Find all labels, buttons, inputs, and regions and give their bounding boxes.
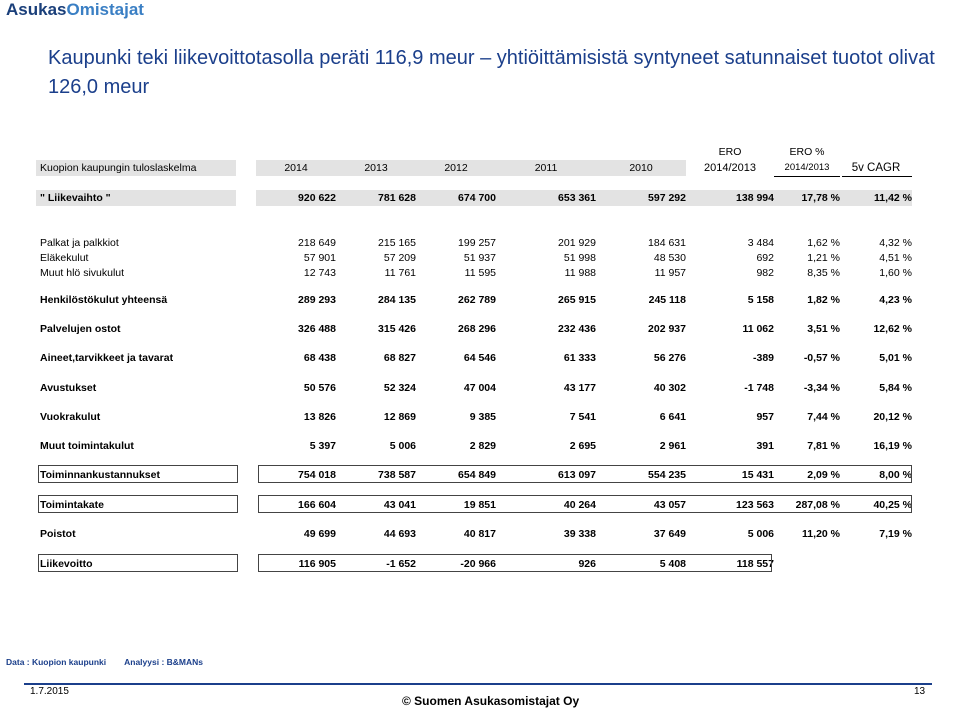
row-value: 11 062 <box>742 323 774 335</box>
row-value: 284 135 <box>378 294 416 306</box>
row-value: 7,44 % <box>807 411 840 423</box>
row-value: -1 748 <box>744 382 774 394</box>
row-value: 11 988 <box>564 267 596 279</box>
row-value: 40 817 <box>463 528 496 540</box>
brand-logo <box>6 0 144 20</box>
header-ero-pct-underline <box>774 176 840 177</box>
row-value: 39 338 <box>563 528 596 540</box>
row-value: -389 <box>752 352 774 364</box>
row-value: 43 041 <box>383 499 416 511</box>
row-value: 202 937 <box>648 323 686 335</box>
row-value: 653 361 <box>558 192 596 204</box>
row-value: 268 296 <box>458 323 496 335</box>
header-cagr-underline <box>842 176 912 177</box>
row-value: 184 631 <box>648 237 686 249</box>
row-value: 16,19 % <box>873 440 912 452</box>
row-label: Palkat ja palkkiot <box>40 237 119 249</box>
row-value: 5 006 <box>747 528 774 540</box>
row-value: 50 576 <box>303 382 336 394</box>
table-row-salaries <box>36 235 916 251</box>
table-row-materials-supplies <box>36 350 916 366</box>
row-value: 5 408 <box>659 558 686 570</box>
frame-margin-values <box>258 495 912 513</box>
row-value: 3 484 <box>747 237 774 249</box>
row-value: 8,35 % <box>807 267 840 279</box>
row-value: 123 563 <box>736 499 774 511</box>
row-value: 12,62 % <box>873 323 912 335</box>
row-value: 13 826 <box>303 411 336 423</box>
row-value: 738 587 <box>378 469 416 481</box>
row-value: 781 628 <box>378 192 416 204</box>
row-value: 674 700 <box>458 192 496 204</box>
row-value: 9 385 <box>469 411 496 423</box>
row-value: 68 438 <box>303 352 336 364</box>
row-value: 43 177 <box>563 382 596 394</box>
row-value: 138 994 <box>736 192 774 204</box>
row-label: Toimintakate <box>40 499 104 511</box>
header-year-2014: 2014 <box>284 162 308 174</box>
page-number: 13 <box>914 686 926 697</box>
row-value: 2,09 % <box>807 469 840 481</box>
row-value: 166 604 <box>298 499 336 511</box>
row-value: 51 937 <box>463 252 496 264</box>
row-value: 5 158 <box>747 294 774 306</box>
row-value: 597 292 <box>648 192 686 204</box>
row-value: 287,08 % <box>795 499 840 511</box>
footer-copyright: © Suomen Asukasomistajat Oy <box>402 694 580 708</box>
header-year-2010: 2010 <box>629 162 653 174</box>
row-value: 2 695 <box>569 440 596 452</box>
row-value: 2 829 <box>469 440 496 452</box>
row-value: 7,81 % <box>807 440 840 452</box>
row-value: 8,00 % <box>879 469 912 481</box>
row-value: -0,57 % <box>803 352 840 364</box>
row-value: 982 <box>756 267 774 279</box>
row-value: 262 789 <box>458 294 496 306</box>
table-row-rent-expenses <box>36 409 916 425</box>
row-value: 11 595 <box>464 267 496 279</box>
row-value: 232 436 <box>558 323 596 335</box>
header-year-2012: 2012 <box>444 162 468 174</box>
header-label: Kuopion kaupungin tuloslaskelma <box>40 162 197 174</box>
row-value: 218 649 <box>298 237 336 249</box>
row-value: 1,62 % <box>807 237 840 249</box>
table-row-other-operating-expenses <box>36 438 916 454</box>
row-value: 61 333 <box>563 352 596 364</box>
footer-source <box>6 657 221 667</box>
row-label: Muut toimintakulut <box>40 440 134 452</box>
row-value: 920 622 <box>298 192 336 204</box>
row-value: 692 <box>756 252 774 264</box>
header-row <box>36 160 916 176</box>
frame-margin-label <box>38 495 238 513</box>
row-value: 315 426 <box>378 323 416 335</box>
row-value: 3,51 % <box>807 323 840 335</box>
row-value: 11 957 <box>654 267 686 279</box>
row-value: 40 264 <box>563 499 596 511</box>
header-row-top <box>36 144 916 160</box>
row-value: 201 929 <box>558 237 596 249</box>
row-value: 11 761 <box>384 267 416 279</box>
row-value: 926 <box>578 558 596 570</box>
row-label: Palvelujen ostot <box>40 323 121 335</box>
row-value: 289 293 <box>298 294 336 306</box>
frame-total-values <box>258 465 912 483</box>
footer-date: 1.7.2015 <box>30 686 69 697</box>
row-value: 11,20 % <box>802 528 840 540</box>
row-value: 654 849 <box>458 469 496 481</box>
row-value: 7 541 <box>569 411 596 423</box>
row-value: 4,51 % <box>879 252 912 264</box>
row-label: Avustukset <box>40 382 97 394</box>
row-value: 44 693 <box>383 528 416 540</box>
row-value: 7,19 % <box>879 528 912 540</box>
row-value: 215 165 <box>378 237 416 249</box>
row-label: Poistot <box>40 528 76 540</box>
row-label: Henkilöstökulut yhteensä <box>40 294 168 306</box>
table-row-personnel-costs-total <box>36 292 916 308</box>
row-value: 12 869 <box>383 411 416 423</box>
row-value: 20,12 % <box>873 411 912 423</box>
footer-data: Data : Kuopion kaupunki <box>6 657 107 667</box>
row-value: 5 397 <box>309 440 336 452</box>
row-value: 6 641 <box>659 411 686 423</box>
page-title: Kaupunki teki liikevoittotasolla peräti 116,9 meur – yhtiöittämisistä syntyneet satunnaiset tuotot olivat 126,0 meur <box>48 47 935 98</box>
row-value: 52 324 <box>383 382 416 394</box>
row-value: 116 905 <box>298 558 336 570</box>
row-value: 40 302 <box>653 382 686 394</box>
row-value: 48 530 <box>653 252 686 264</box>
row-value: 199 257 <box>458 237 496 249</box>
header-cagr: 5v CAGR <box>851 162 901 174</box>
row-value: 17,78 % <box>801 192 840 204</box>
row-label: Toiminnankustannukset <box>40 469 160 481</box>
row-value: 43 057 <box>653 499 686 511</box>
row-value: 11,42 % <box>874 192 912 204</box>
row-value: -20 966 <box>460 558 496 570</box>
row-value: 51 998 <box>563 252 596 264</box>
table-row-revenue <box>36 190 916 206</box>
row-value: 4,32 % <box>879 237 912 249</box>
row-value: -3,34 % <box>803 382 840 394</box>
header-year-2013: 2013 <box>364 162 388 174</box>
footer-divider <box>24 683 932 685</box>
header-year-2011: 2011 <box>534 162 558 174</box>
row-value: 40,25 % <box>873 499 912 511</box>
row-value: 2 961 <box>659 440 686 452</box>
header-ero-bottom: 2014/2013 <box>704 162 756 174</box>
row-value: 613 097 <box>558 469 596 481</box>
row-label: Muut hlö sivukulut <box>40 267 125 279</box>
header-ero-top: ERO <box>718 146 742 158</box>
brand-part2: Omistajat <box>66 0 144 19</box>
frame-profit-values <box>258 554 772 572</box>
row-value <box>840 556 912 572</box>
row-value: 326 488 <box>298 323 336 335</box>
row-value: 245 118 <box>648 294 686 306</box>
row-value <box>774 556 840 572</box>
row-value: 19 851 <box>463 499 496 511</box>
table-row-subsidies <box>36 380 916 396</box>
row-value: 49 699 <box>303 528 336 540</box>
frame-profit-label <box>38 554 238 572</box>
row-value: 5,84 % <box>879 382 912 394</box>
frame-total-label <box>38 465 238 483</box>
row-value: 118 557 <box>736 558 774 570</box>
row-value: 554 235 <box>648 469 686 481</box>
row-value: 5 006 <box>389 440 416 452</box>
row-value: 64 546 <box>463 352 496 364</box>
row-value: 957 <box>756 411 774 423</box>
row-value: 4,23 % <box>879 294 912 306</box>
row-label: Eläkekulut <box>40 252 89 264</box>
footer-analysis: Analyysi : B&MANs <box>124 657 204 667</box>
row-label: Vuokrakulut <box>40 411 101 423</box>
row-value: 57 901 <box>303 252 336 264</box>
row-value: 12 743 <box>303 267 336 279</box>
row-value: 56 276 <box>653 352 686 364</box>
row-value: 1,60 % <box>879 267 912 279</box>
table-row-depreciation <box>36 526 916 542</box>
row-label: Liikevoitto <box>40 558 93 570</box>
table-row-other-personnel-costs <box>36 265 916 281</box>
brand-part1: Asukas <box>6 0 67 19</box>
row-value: 265 915 <box>558 294 596 306</box>
row-value: 15 431 <box>741 469 774 481</box>
row-value: 5,01 % <box>879 352 912 364</box>
row-label: " Liikevaihto " <box>40 192 111 204</box>
row-value: 1,82 % <box>807 294 840 306</box>
header-ero-pct-bottom: 2014/2013 <box>784 162 830 173</box>
row-value: 391 <box>756 440 774 452</box>
row-value: 57 209 <box>383 252 416 264</box>
table-row-purchased-services <box>36 321 916 337</box>
row-value: 1,21 % <box>807 252 840 264</box>
table-row-pension-costs <box>36 250 916 266</box>
row-label: Aineet,tarvikkeet ja tavarat <box>40 352 174 364</box>
header-ero-pct-top: ERO % <box>789 146 825 158</box>
row-value: 37 649 <box>653 528 686 540</box>
row-value: 47 004 <box>463 382 496 394</box>
row-value: -1 652 <box>386 558 416 570</box>
row-value: 68 827 <box>383 352 416 364</box>
row-value: 754 018 <box>298 469 336 481</box>
